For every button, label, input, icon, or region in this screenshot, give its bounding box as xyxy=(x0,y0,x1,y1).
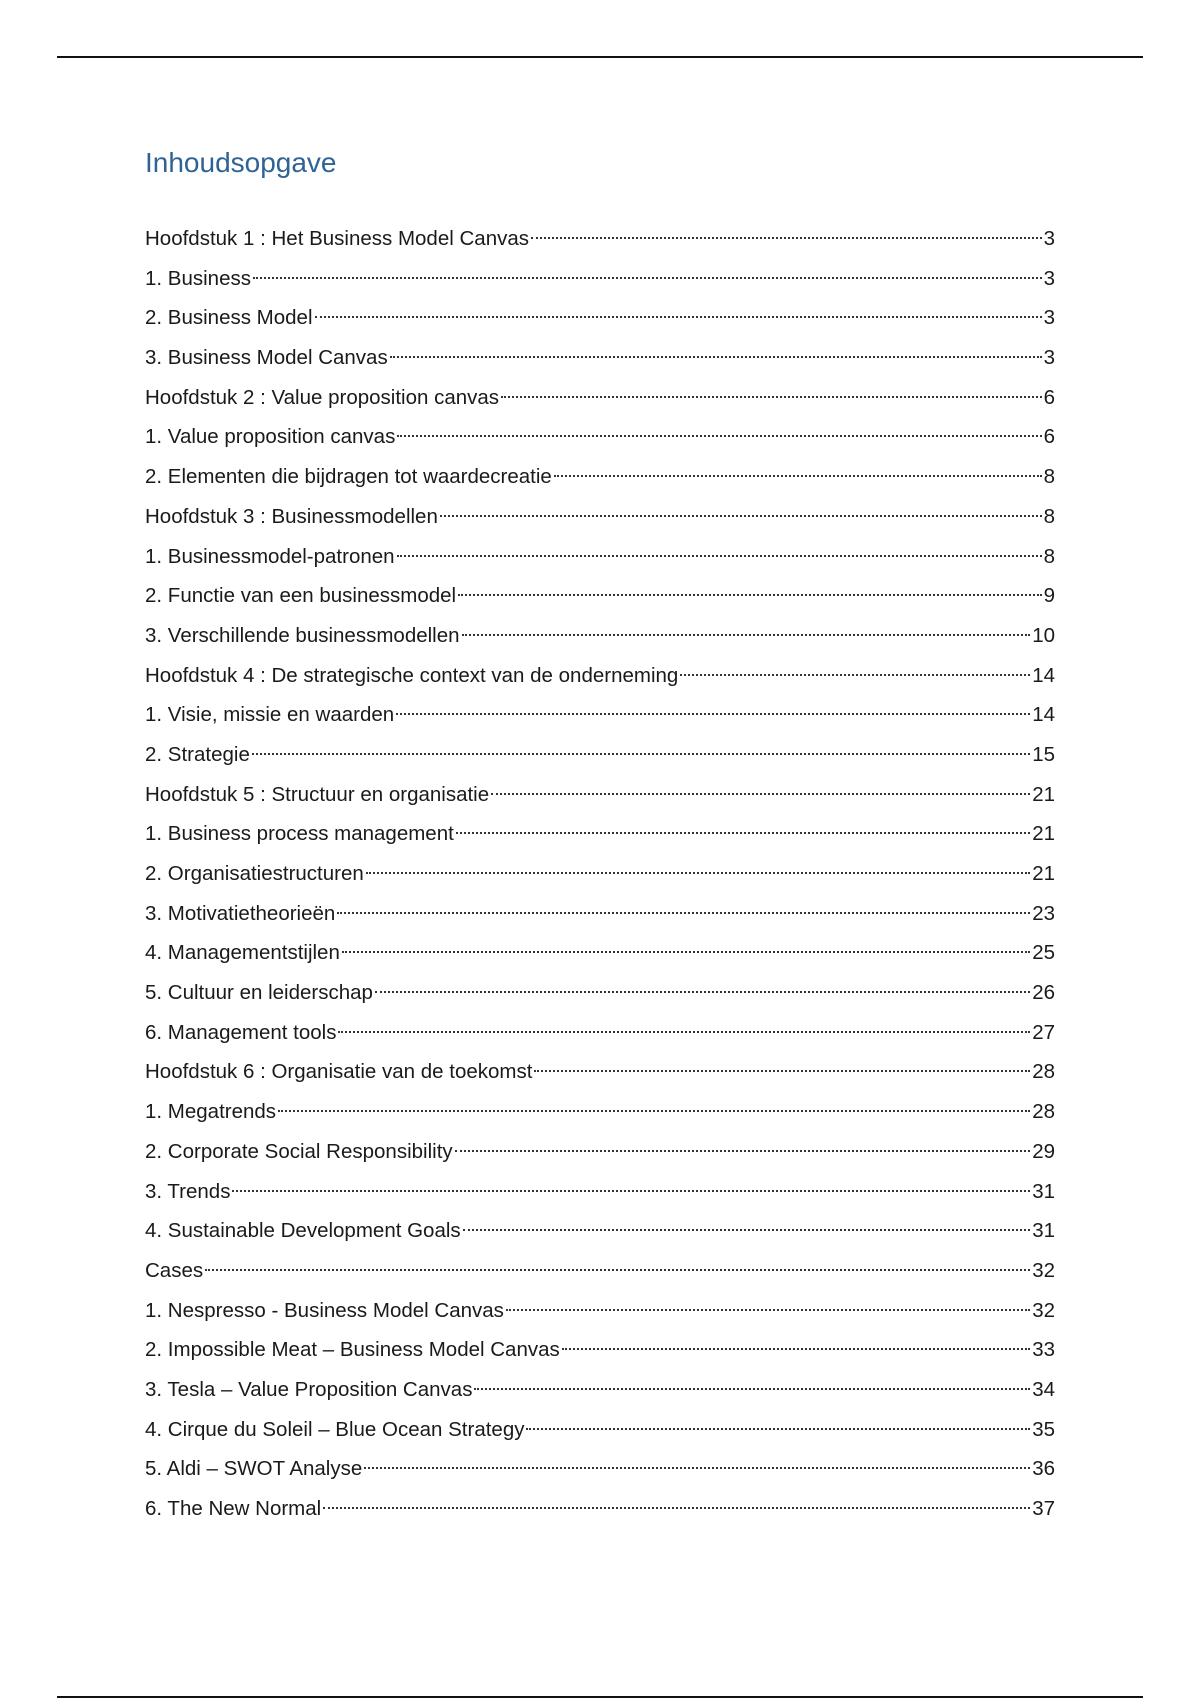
toc-entry-text: Cases xyxy=(145,1258,204,1282)
toc-entry[interactable] xyxy=(145,540,1055,580)
toc-entry-text: Hoofdstuk 1 : Het Business Model Canvas xyxy=(145,227,529,250)
toc-entry[interactable] xyxy=(145,1452,1055,1492)
toc-entry-text: 2. Business Model xyxy=(145,306,313,330)
dot-leader xyxy=(455,1150,1031,1152)
footer-rule xyxy=(57,1696,1143,1698)
toc-entry[interactable] xyxy=(145,1373,1055,1413)
toc-entry[interactable] xyxy=(145,936,1055,976)
dot-leader xyxy=(253,277,1042,279)
dot-leader xyxy=(526,1428,1030,1430)
toc-entry-text: 3. Motivatietheorieën xyxy=(145,901,336,925)
toc-entry-text: 6. Management tools xyxy=(145,1020,337,1044)
toc-entry[interactable] xyxy=(145,222,1055,262)
toc-entry-page: 3 xyxy=(1043,266,1055,290)
dot-leader xyxy=(680,674,1030,676)
toc-entry-text: Hoofdstuk 4 : De strategische context van de onderneming xyxy=(145,663,679,687)
toc-entry-text: 3. Verschillende businessmodellen xyxy=(145,623,460,647)
toc-entry[interactable] xyxy=(145,1175,1055,1215)
toc-entry-page: 36 xyxy=(1032,1457,1055,1481)
toc-entry-page: 3 xyxy=(1043,346,1055,370)
toc-entry-text: 1. Business process management xyxy=(145,822,454,846)
toc-entry-text: 2. Corporate Social Responsibility xyxy=(145,1139,453,1163)
dot-leader xyxy=(491,793,1030,795)
dot-leader xyxy=(364,1467,1030,1469)
dot-leader xyxy=(323,1507,1030,1509)
toc-entry[interactable] xyxy=(145,262,1055,302)
toc-entry-page: 14 xyxy=(1032,703,1055,727)
toc-entry-text: 1. Businessmodel-patronen xyxy=(145,544,395,568)
toc-entry-text: 6. The New Normal xyxy=(145,1497,322,1520)
toc-entry[interactable] xyxy=(145,778,1055,818)
toc-entry[interactable] xyxy=(145,1333,1055,1373)
toc-title: Inhoudsopgave xyxy=(145,147,337,178)
toc-entry-text: 5. Aldi – SWOT Analyse xyxy=(145,1457,363,1481)
dot-leader xyxy=(531,237,1042,239)
toc-entry[interactable] xyxy=(145,1492,1055,1532)
toc-entry[interactable] xyxy=(145,460,1055,500)
toc-entry[interactable] xyxy=(145,1413,1055,1453)
toc-entry[interactable] xyxy=(145,1135,1055,1175)
toc-entry-page: 23 xyxy=(1032,901,1055,925)
toc-entry-text: 2. Functie van een businessmodel xyxy=(145,584,457,608)
toc-entry-text: Hoofdstuk 3 : Businessmodellen xyxy=(145,504,438,528)
toc-entry-page: 28 xyxy=(1032,1060,1055,1084)
dot-leader xyxy=(397,435,1041,437)
dot-leader xyxy=(458,594,1041,596)
toc-entry[interactable] xyxy=(145,341,1055,381)
dot-leader xyxy=(562,1348,1030,1350)
dot-leader xyxy=(534,1070,1030,1072)
dot-leader xyxy=(474,1388,1030,1390)
toc-entry-page: 27 xyxy=(1032,1020,1055,1044)
dot-leader xyxy=(390,356,1042,358)
header-rule xyxy=(57,56,1143,58)
toc-entry[interactable] xyxy=(145,1055,1055,1095)
toc-entry-page: 21 xyxy=(1032,822,1055,846)
toc-entry-page: 8 xyxy=(1043,544,1055,568)
toc-entry-text: 4. Managementstijlen xyxy=(145,941,340,965)
toc-entry[interactable] xyxy=(145,1016,1055,1056)
toc-entry-text: 3. Business Model Canvas xyxy=(145,346,388,370)
toc-entry-page: 37 xyxy=(1032,1497,1055,1520)
toc-entry-text: 1. Nespresso - Business Model Canvas xyxy=(145,1298,504,1322)
toc-entry-text: 4. Cirque du Soleil – Blue Ocean Strategy xyxy=(145,1417,525,1441)
toc-entry[interactable] xyxy=(145,857,1055,897)
toc-entry-text: 4. Sustainable Development Goals xyxy=(145,1219,461,1243)
toc-entry-page: 31 xyxy=(1032,1219,1055,1243)
toc-entry-page: 28 xyxy=(1032,1100,1055,1124)
toc-entry[interactable] xyxy=(145,659,1055,699)
toc-entry-page: 9 xyxy=(1043,584,1055,608)
toc-entry[interactable] xyxy=(145,301,1055,341)
toc-entry-page: 33 xyxy=(1032,1338,1055,1362)
toc-entry-text: 1. Megatrends xyxy=(145,1100,277,1124)
toc-entry[interactable] xyxy=(145,619,1055,659)
toc-entry[interactable] xyxy=(145,897,1055,937)
toc-entry-page: 15 xyxy=(1032,742,1055,766)
dot-leader xyxy=(375,991,1030,993)
dot-leader xyxy=(506,1309,1030,1311)
toc-entry-text: 3. Tesla – Value Proposition Canvas xyxy=(145,1377,473,1401)
toc-entry-page: 6 xyxy=(1043,385,1055,409)
dot-leader xyxy=(366,872,1030,874)
toc-entry[interactable] xyxy=(145,1254,1055,1294)
toc-entry-text: 2. Impossible Meat – Business Model Canvas xyxy=(145,1338,560,1362)
dot-leader xyxy=(397,555,1042,557)
toc-entry-page: 25 xyxy=(1032,941,1055,965)
dot-leader xyxy=(462,634,1031,636)
toc-entry-text: 2. Strategie xyxy=(145,742,250,766)
dot-leader xyxy=(337,912,1030,914)
toc-entry-text: Hoofdstuk 6 : Organisatie van de toekomst xyxy=(145,1060,533,1084)
toc-entry-text: 2. Elementen die bijdragen tot waardecreatie xyxy=(145,465,552,489)
toc-entry-page: 21 xyxy=(1032,862,1055,885)
toc-entry-page: 8 xyxy=(1043,504,1055,528)
toc-entry[interactable] xyxy=(145,976,1055,1016)
toc-entry-text: 3. Trends xyxy=(145,1179,231,1203)
toc-entry[interactable] xyxy=(145,500,1055,540)
toc-entry-page: 34 xyxy=(1032,1377,1055,1401)
table-of-contents xyxy=(145,222,1055,1532)
toc-entry-text: 1. Business xyxy=(145,266,251,290)
dot-leader xyxy=(205,1269,1030,1271)
toc-entry[interactable] xyxy=(145,579,1055,619)
toc-entry[interactable] xyxy=(145,381,1055,421)
toc-entry[interactable] xyxy=(145,1095,1055,1135)
dot-leader xyxy=(252,753,1030,755)
toc-entry-page: 8 xyxy=(1043,465,1055,489)
toc-entry[interactable] xyxy=(145,420,1055,460)
toc-entry-page: 6 xyxy=(1043,425,1055,449)
dot-leader xyxy=(554,475,1042,477)
toc-entry-page: 35 xyxy=(1032,1417,1055,1441)
toc-entry[interactable] xyxy=(145,698,1055,738)
toc-entry-page: 26 xyxy=(1032,981,1055,1005)
toc-entry-page: 31 xyxy=(1032,1179,1055,1203)
dot-leader xyxy=(342,951,1030,953)
toc-entry-page: 3 xyxy=(1043,306,1055,330)
toc-entry-text: 2. Organisatiestructuren xyxy=(145,862,364,885)
toc-entry[interactable] xyxy=(145,1214,1055,1254)
toc-entry-text: Hoofdstuk 5 : Structuur en organisatie xyxy=(145,782,490,806)
dot-leader xyxy=(440,515,1042,517)
toc-entry-text: 1. Visie, missie en waarden xyxy=(145,703,395,727)
toc-entry[interactable] xyxy=(145,817,1055,857)
dot-leader xyxy=(456,832,1030,834)
dot-leader xyxy=(278,1110,1030,1112)
toc-entry-page: 21 xyxy=(1032,782,1055,806)
toc-entry-page: 32 xyxy=(1032,1258,1055,1282)
toc-entry-page: 14 xyxy=(1032,663,1055,687)
toc-entry-page: 10 xyxy=(1032,623,1055,647)
dot-leader xyxy=(315,316,1042,318)
toc-entry-text: 5. Cultuur en leiderschap xyxy=(145,981,373,1005)
dot-leader xyxy=(396,713,1030,715)
toc-entry-text: Hoofdstuk 2 : Value proposition canvas xyxy=(145,385,500,409)
dot-leader xyxy=(338,1031,1030,1033)
toc-entry[interactable] xyxy=(145,1294,1055,1334)
toc-entry-text: 1. Value proposition canvas xyxy=(145,425,396,449)
dot-leader xyxy=(501,396,1042,398)
toc-entry-page: 32 xyxy=(1032,1298,1055,1322)
dot-leader xyxy=(232,1190,1030,1192)
toc-entry[interactable] xyxy=(145,738,1055,778)
toc-entry-page: 29 xyxy=(1032,1139,1055,1163)
toc-entry-page: 3 xyxy=(1043,227,1055,250)
dot-leader xyxy=(463,1229,1031,1231)
